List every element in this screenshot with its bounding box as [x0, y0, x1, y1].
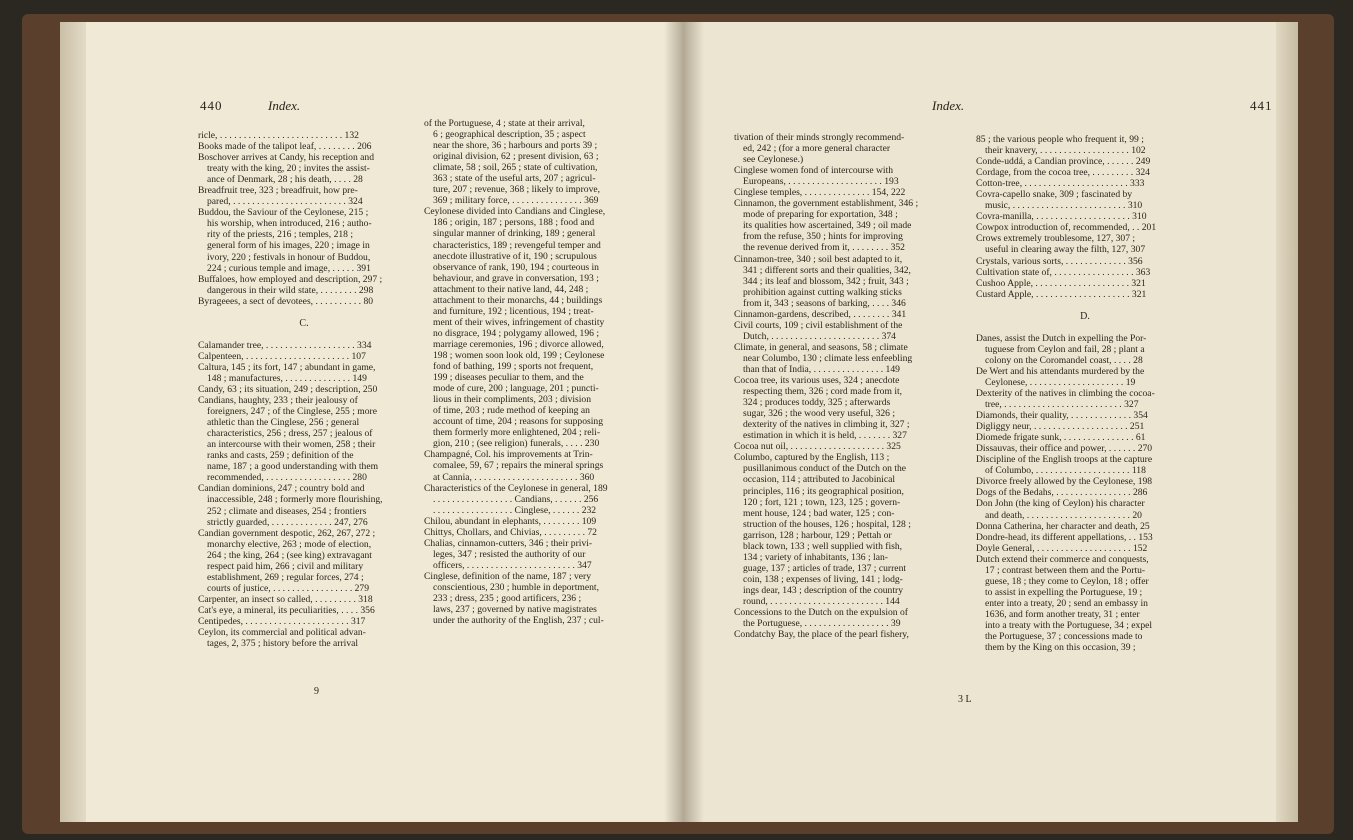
index-entry-line: De Wert and his attendants murdered by the — [976, 365, 1145, 377]
index-entry-line: Buddou, the Saviour of the Ceylonese, 215 ; — [198, 207, 369, 219]
index-entry-line: round, . . . . . . . . . . . . . . . . . . . . . . . . 144 — [743, 595, 900, 607]
index-entry-line: mode of cure, 200 ; language, 201 ; puncti- — [433, 383, 599, 395]
index-entry-line: the revenue derived from it, . . . . . . . . 352 — [743, 242, 905, 254]
index-entry-line: Dutch, . . . . . . . . . . . . . . . . . . . . . . . 374 — [743, 330, 896, 342]
index-entry-line: Dutch extend their commerce and conquests, — [976, 553, 1149, 565]
index-entry-line: 1636, and form another treaty, 31 ; enter — [985, 608, 1140, 620]
index-entry-line: Cinglese, definition of the name, 187 ; very — [424, 570, 592, 582]
spacer — [976, 322, 1194, 333]
index-entry-line: Books made of the talipot leaf, . . . . . . . . 206 — [198, 141, 372, 153]
index-entry-line: singular manner of drinking, 189 ; general — [433, 228, 596, 240]
index-entry-line: prohibition against cutting walking sticks — [743, 286, 902, 298]
section-letter: D. — [1080, 310, 1090, 322]
index-entry-line: Concessions to the Dutch on the expulsion of — [734, 607, 908, 619]
index-entry-line: ricle, . . . . . . . . . . . . . . . . . . . . . . . . . . 132 — [198, 130, 359, 141]
index-entry-line: treaty with the king, 20 ; invites the assist- — [207, 163, 370, 175]
index-entry-line: Climate, in general, and seasons, 58 ; climate — [734, 341, 908, 353]
index-entry-line: Cotton-tree, . . . . . . . . . . . . . . . . . . . . . . 333 — [976, 178, 1145, 190]
index-entry-line: 363 ; state of the useful arts, 207 ; agricul- — [433, 173, 596, 185]
index-entry-line: 148 ; manufactures, . . . . . . . . . . . . . . 149 — [207, 372, 367, 384]
left-column-1 — [198, 130, 410, 649]
index-entry-line: 324 ; produces toddy, 325 ; afterwards — [743, 397, 891, 409]
index-entry-line: of the Portuguese, 4 ; state at their arrival, — [424, 118, 585, 129]
index-entry-line: Crystals, various sorts, . . . . . . . . . . . . . 356 — [976, 255, 1143, 267]
index-entry-line: Cinglese women fond of intercourse with — [734, 165, 894, 177]
index-entry-line: them formerly more enlightened, 204 ; reli- — [433, 427, 601, 439]
index-entry-line: Byrageees, a sect of devotees, . . . . . . . . . . 80 — [198, 295, 374, 307]
index-entry-line: 186 ; origin, 187 ; persons, 188 ; food and — [433, 217, 595, 229]
index-entry-line: and death, . . . . . . . . . . . . . . . . . . . . . . 20 — [985, 509, 1142, 521]
index-entry-line: tages, 2, 375 ; history before the arrival — [207, 638, 359, 650]
index-entry-line: into a treaty with the Portuguese, 34 ; expel — [985, 619, 1153, 631]
index-entry-line: 369 ; military force, . . . . . . . . . . . . . . . 369 — [433, 195, 599, 207]
index-entry-line: Boschover arrives at Candy, his reception and — [198, 152, 375, 164]
index-entry-line: Caltura, 145 ; its fort, 147 ; abundant in game, — [198, 361, 376, 373]
left-footer-signature: 9 — [314, 686, 319, 697]
index-entry-line: 85 ; the various people who frequent it, 99 ; — [976, 134, 1144, 145]
index-entry-line: of time, 203 ; rude method of keeping an — [433, 405, 590, 417]
index-entry-line: officers, . . . . . . . . . . . . . . . . . . . . . . . 347 — [433, 559, 592, 571]
index-entry-line: Cinnamon-gardens, described, . . . . . . . . 341 — [734, 308, 907, 320]
index-entry-line: pared, . . . . . . . . . . . . . . . . . . . . . . . . 324 — [207, 196, 363, 208]
index-entry-line: Ceylonese, . . . . . . . . . . . . . . . . . . . . 19 — [985, 376, 1136, 388]
index-entry-line: Centipedes, . . . . . . . . . . . . . . . . . . . . . . 317 — [198, 615, 366, 627]
index-entry-line: leges, 347 ; resisted the authority of our — [433, 548, 586, 560]
book-gutter — [664, 22, 704, 822]
index-entry-line: struction of the houses, 126 ; hospital, 128 ; — [743, 518, 911, 530]
index-entry-line: Cultivation state of, . . . . . . . . . . . . . . . . . 363 — [976, 266, 1151, 278]
right-page-edges — [1276, 22, 1298, 822]
index-entry-line: to assist in expelling the Portuguese, 19 ; — [985, 586, 1143, 598]
index-entry-line: Calpenteen, . . . . . . . . . . . . . . . . . . . . . . 107 — [198, 350, 366, 362]
index-entry-line: characteristics, 189 ; revengeful temper and — [433, 239, 601, 251]
right-column-2 — [976, 134, 1194, 653]
index-entry-line: occasion, 114 ; attributed to Jacobinical — [743, 474, 896, 486]
index-entry-line: tuguese from Ceylon and fail, 28 ; plant a — [985, 343, 1145, 355]
index-entry-line: Cordage, from the cocoa tree, . . . . . . . . . 324 — [976, 167, 1150, 179]
index-entry-line: Europeans, . . . . . . . . . . . . . . . . . . . . 193 — [743, 176, 899, 188]
index-entry-line: mode of preparing for exportation, 348 ; — [743, 209, 898, 221]
index-entry-line: . . . . . . . . . . . . . . . . . Candians, . . . . . . 256 — [433, 493, 599, 505]
index-entry-line: rity of the priests, 216 ; temples, 218 ; — [207, 229, 354, 241]
index-entry-line: marriage ceremonies, 196 ; divorce allowed, — [433, 338, 604, 350]
index-entry-line: climate, 58 ; soil, 265 ; state of cultivation, — [433, 162, 598, 174]
index-entry-line: Civil courts, 109 ; civil establishment of the — [734, 319, 903, 331]
index-entry-line: Condatchy Bay, the place of the pearl fishery, — [734, 629, 909, 641]
index-entry-line: Cinglese temples, . . . . . . . . . . . . . . 154, 222 — [734, 187, 906, 199]
right-column-1 — [734, 132, 962, 640]
index-entry-line: sugar, 326 ; the wood very useful, 326 ; — [743, 408, 896, 420]
index-entry-line: Donna Catherina, her character and death, 25 — [976, 520, 1150, 532]
index-entry-line: establishment, 269 ; regular forces, 274 ; — [207, 571, 364, 583]
index-entry-line: Cinnamon, the government establishment, 346 ; — [734, 198, 919, 210]
index-entry-line: inaccessible, 248 ; formerly more flourishing, — [207, 494, 383, 506]
index-entry-line: 199 ; diseases peculiar to them, and the — [433, 372, 584, 384]
index-entry-line: Chittys, Chollars, and Chivias, . . . . . . . . . 72 — [424, 526, 597, 538]
left-column-2 — [424, 118, 636, 626]
index-entry-line: gion, 210 ; (see religion) funerals, . . . . 230 — [433, 438, 600, 450]
section-letter: C. — [299, 317, 309, 329]
index-entry-line: Diamonds, their quality, . . . . . . . . . . . . . 354 — [976, 410, 1148, 422]
index-entry-line: ance of Denmark, 28 ; his death, . . . . 28 — [207, 174, 363, 186]
index-entry-line: original division, 62 ; present division, 63 ; — [433, 151, 599, 163]
index-entry-line: monarchy elective, 263 ; mode of election, — [207, 538, 372, 550]
index-entry-line: and furniture, 192 ; licentious, 194 ; treat- — [433, 305, 594, 317]
index-entry-line: Chalias, cinnamon-cutters, 346 ; their privi- — [424, 537, 593, 549]
right-running-title: Index. — [932, 98, 965, 113]
index-entry-line: garrison, 128 ; harbour, 129 ; Pettah or — [743, 529, 892, 541]
index-entry-line: Divorce freely allowed by the Ceylonese, 198 — [976, 476, 1153, 488]
left-page-header — [200, 98, 301, 114]
index-entry-line: Ceylonese divided into Candians and Cinglese, — [424, 206, 606, 218]
index-entry-line: Custard Apple, . . . . . . . . . . . . . . . . . . . . 321 — [976, 288, 1147, 300]
right-footer-signature: 3 L — [958, 694, 972, 705]
index-entry-line: Dondre-head, its different appellations, . . 153 — [976, 531, 1153, 543]
index-entry-line: anecdote illustrative of it, 190 ; scrupulous — [433, 250, 597, 262]
index-entry-line: black town, 133 ; well supplied with fish, — [743, 540, 903, 552]
right-page-header — [932, 98, 964, 114]
index-entry-line: useful in clearing away the filth, 127, 307 — [985, 244, 1146, 256]
index-entry-line: Calamander tree, . . . . . . . . . . . . . . . . . . . 334 — [198, 339, 372, 351]
index-entry-line: 198 ; women soon look old, 199 ; Ceylonese — [433, 349, 605, 361]
index-entry-line: Cat's eye, a mineral, its peculiarities, . . . . 356 — [198, 604, 375, 616]
index-entry-line: ture, 207 ; revenue, 368 ; likely to improve, — [433, 184, 601, 196]
index-entry-line: 120 ; fort, 121 ; town, 123, 125 ; govern- — [743, 496, 901, 508]
index-entry-line: than that of India, . . . . . . . . . . . . . . . 149 — [743, 363, 900, 375]
index-entry-line: laws, 237 ; governed by native magistrates — [433, 604, 597, 616]
index-entry-line: Crows extremely troublesome, 127, 307 ; — [976, 233, 1136, 245]
index-entry-line: Ceylon, its commercial and political advan- — [198, 627, 366, 639]
index-entry-line: account of time, 204 ; reasons for supposing — [433, 416, 603, 428]
index-entry-line: 344 ; its leaf and blossom, 342 ; fruit, 343 ; — [743, 275, 909, 287]
index-entry-line: 341 ; different sorts and their qualities, 342, — [743, 264, 911, 276]
index-entry-line: from the refuse, 350 ; hints for improving — [743, 231, 903, 243]
index-entry-line: name, 187 ; a good understanding with them — [207, 461, 379, 473]
index-entry-line: enter into a treaty, 20 ; send an embassy in — [985, 597, 1148, 609]
index-entry-line: Covra-manilla, . . . . . . . . . . . . . . . . . . . . 310 — [976, 211, 1147, 223]
spacer — [198, 329, 410, 340]
index-entry-line: Doyle General, . . . . . . . . . . . . . . . . . . . . 152 — [976, 542, 1148, 554]
index-entry-line: Danes, assist the Dutch in expelling the Por- — [976, 332, 1147, 344]
index-entry-line: tree, . . . . . . . . . . . . . . . . . . . . . . . . . 327 — [985, 399, 1139, 411]
index-entry-line: Diomede frigate sunk, . . . . . . . . . . . . . . . 61 — [976, 432, 1146, 444]
index-entry-line: strictly guarded, . . . . . . . . . . . . . 247, 276 — [207, 516, 368, 528]
index-entry-line: principles, 116 ; its geographical position, — [743, 485, 904, 497]
index-entry-line: attachment to their native land, 44, 248 ; — [433, 283, 589, 295]
index-entry-line: recommended, . . . . . . . . . . . . . . . . . . 280 — [207, 472, 367, 484]
index-entry-line: ranks and casts, 259 ; definition of the — [207, 450, 354, 462]
index-entry-line: conscientious, 230 ; humble in deportment, — [433, 581, 599, 593]
index-entry-line: Dogs of the Bedahs, . . . . . . . . . . . . . . . . 286 — [976, 487, 1148, 499]
index-entry-line: observance of rank, 190, 194 ; courteous in — [433, 261, 599, 273]
index-entry-line: respect paid him, 266 ; civil and military — [207, 560, 364, 572]
right-page-number-wrap — [1250, 98, 1273, 114]
index-entry-line: Cinnamon-tree, 340 ; soil best adapted to it, — [734, 253, 903, 265]
index-entry-line: Breadfruit tree, 323 ; breadfruit, how pre- — [198, 185, 358, 197]
index-entry-line: comalee, 59, 67 ; repairs the mineral springs — [433, 460, 604, 472]
index-entry-line: fond of bathing, 199 ; sports not frequent, — [433, 361, 594, 373]
index-entry-line: colony on the Coromandel coast, . . . . 28 — [985, 354, 1143, 366]
index-entry-line: . . . . . . . . . . . . . . . . . Cinglese, . . . . . . 232 — [433, 504, 597, 516]
index-entry-line: an intercourse with their women, 258 ; their — [207, 439, 376, 451]
index-entry-line: the Portuguese, 37 ; concessions made to — [985, 631, 1143, 643]
right-page-number: 441 — [1250, 98, 1273, 113]
index-entry-line: no disgrace, 194 ; polygamy allowed, 196 ; — [433, 327, 599, 339]
index-entry-line: Candian government despotic, 262, 267, 272 ; — [198, 527, 376, 539]
index-entry-line: guage, 137 ; articles of trade, 137 ; current — [743, 562, 907, 574]
index-entry-line: 264 ; the king, 264 ; (see king) extravagant — [207, 549, 372, 561]
index-entry-line: tivation of their minds strongly recommend- — [734, 132, 905, 143]
index-entry-line: foreigners, 247 ; of the Cinglese, 255 ; more — [207, 406, 377, 418]
index-entry-line: at Cannia, . . . . . . . . . . . . . . . . . . . . . . 360 — [433, 471, 595, 483]
index-entry-line: guese, 18 ; they come to Ceylon, 18 ; offer — [985, 575, 1149, 587]
index-entry-line: the Portuguese, . . . . . . . . . . . . . . . . . . 39 — [743, 618, 901, 630]
index-entry-line: its qualities how ascertained, 349 ; oil made — [743, 220, 912, 232]
index-entry-line: near the shore, 36 ; harbours and ports 39 ; — [433, 140, 598, 152]
index-entry-line: their knavery, . . . . . . . . . . . . . . . . . . . 102 — [985, 145, 1146, 157]
index-entry-line: dangerous in their wild state, . . . . . . . . 298 — [207, 284, 374, 296]
index-entry-line: ings dear, 143 ; description of the country — [743, 584, 904, 596]
left-running-title: Index. — [268, 98, 301, 113]
index-entry-line: 6 ; geographical description, 35 ; aspect — [433, 129, 586, 141]
index-entry-line: ment of their wives, infringement of chastity — [433, 316, 605, 328]
index-entry-line: Digliggy neur, . . . . . . . . . . . . . . . . . . . . 251 — [976, 421, 1145, 433]
index-entry-line: 17 ; contrast between them and the Portu- — [985, 564, 1146, 576]
index-entry-line: Candy, 63 ; its situation, 249 ; description, 250 — [198, 383, 378, 395]
index-entry-line: music, . . . . . . . . . . . . . . . . . . . . . . . . 310 — [985, 200, 1143, 212]
index-entry-line: Candian dominions, 247 ; country bold and — [198, 483, 365, 495]
index-entry-line: his worship, when introduced, 216 ; autho- — [207, 218, 372, 230]
index-entry-line: 134 ; variety of inhabitants, 136 ; lan- — [743, 551, 888, 563]
index-entry-line: 224 ; curious temple and image, . . . . . 391 — [207, 262, 371, 274]
index-entry-line: estimation in which it is held, . . . . . . . 327 — [743, 430, 907, 442]
index-entry-line: from it, 343 ; seasons of barking, . . . . 346 — [743, 297, 906, 309]
spacer — [198, 307, 410, 318]
index-entry-line: Columbo, captured by the English, 113 ; — [734, 452, 890, 464]
index-entry-line: ed, 242 ; (for a more general character — [743, 143, 891, 155]
index-entry-line: Candians, haughty, 233 ; their jealousy of — [198, 395, 358, 407]
index-entry-line: under the authority of the English, 237 ; cul- — [433, 615, 604, 627]
index-entry-line: Covra-capello snake, 309 ; fascinated by — [976, 189, 1133, 201]
index-entry-line: Dissauvas, their office and power, . . . . . . 270 — [976, 443, 1153, 455]
index-entry-line: dexterity of the natives in climbing it, 327 ; — [743, 419, 910, 431]
index-entry-line: Cocoa tree, its various uses, 324 ; anecdote — [734, 375, 900, 387]
index-entry-line: of Columbo, . . . . . . . . . . . . . . . . . . . . 118 — [985, 465, 1146, 477]
index-entry-line: Discipline of the English troops at the capture — [976, 454, 1153, 466]
left-page-edges — [60, 22, 86, 822]
index-entry-line: pusillanimous conduct of the Dutch on the — [743, 463, 907, 475]
index-entry-line: Cushoo Apple, . . . . . . . . . . . . . . . . . . . . 321 — [976, 277, 1146, 289]
index-entry-line: behaviour, and grave in conversation, 193 ; — [433, 272, 599, 284]
index-entry-line: Carpenter, an insect so called, . . . . . . . . . 318 — [198, 593, 373, 605]
index-entry-line: 233 ; dress, 235 ; good artificers, 236 ; — [433, 593, 582, 605]
index-entry-line: Dexterity of the natives in climbing the cocoa- — [976, 387, 1155, 399]
index-entry-line: Champagné, Col. his improvements at Trin- — [424, 449, 593, 461]
index-entry-line: near Columbo, 130 ; climate less enfeebling — [743, 352, 913, 364]
index-entry-line: ment house, 124 ; bad water, 125 ; con- — [743, 507, 895, 519]
index-entry-line: general form of his images, 220 ; image in — [207, 240, 370, 252]
index-entry-line: courts of justice, . . . . . . . . . . . . . . . . . 279 — [207, 582, 370, 594]
index-entry-line: attachment to their monarchs, 44 ; buildings — [433, 294, 603, 306]
index-entry-line: athletic than the Cinglese, 256 ; general — [207, 417, 360, 429]
index-entry-line: see Ceylonese.) — [743, 154, 804, 166]
index-entry-line: Cowpox introduction of, recommended, . . 201 — [976, 222, 1157, 234]
index-entry-line: characteristics, 256 ; dress, 257 ; jealous of — [207, 428, 373, 440]
index-entry-line: Buffaloes, how employed and description, 297 ; — [198, 273, 383, 285]
index-entry-line: Characteristics of the Ceylonese in general, 189 — [424, 482, 608, 494]
index-entry-line: Don John (the king of Ceylon) his character — [976, 498, 1145, 510]
index-entry-line: Chilou, abundant in elephants, . . . . . . . . 109 — [424, 515, 597, 527]
index-entry-line: Conde-uddá, a Candian province, . . . . . . 249 — [976, 156, 1151, 168]
index-entry-line: coin, 138 ; expenses of living, 141 ; lodg- — [743, 573, 903, 585]
index-entry-line: ivory, 220 ; festivals in honour of Buddou, — [207, 251, 371, 263]
index-entry-line: respecting them, 326 ; cord made from it, — [743, 386, 903, 398]
index-entry-line: 252 ; climate and diseases, 254 ; frontiers — [207, 505, 367, 517]
index-entry-line: lious in their compliments, 203 ; division — [433, 394, 592, 406]
left-page-number: 440 — [200, 98, 223, 113]
spacer — [976, 300, 1194, 311]
index-entry-line: them by the King on this occasion, 39 ; — [985, 642, 1136, 654]
index-entry-line: Cocoa nut oil, . . . . . . . . . . . . . . . . . . . . 325 — [734, 441, 901, 453]
